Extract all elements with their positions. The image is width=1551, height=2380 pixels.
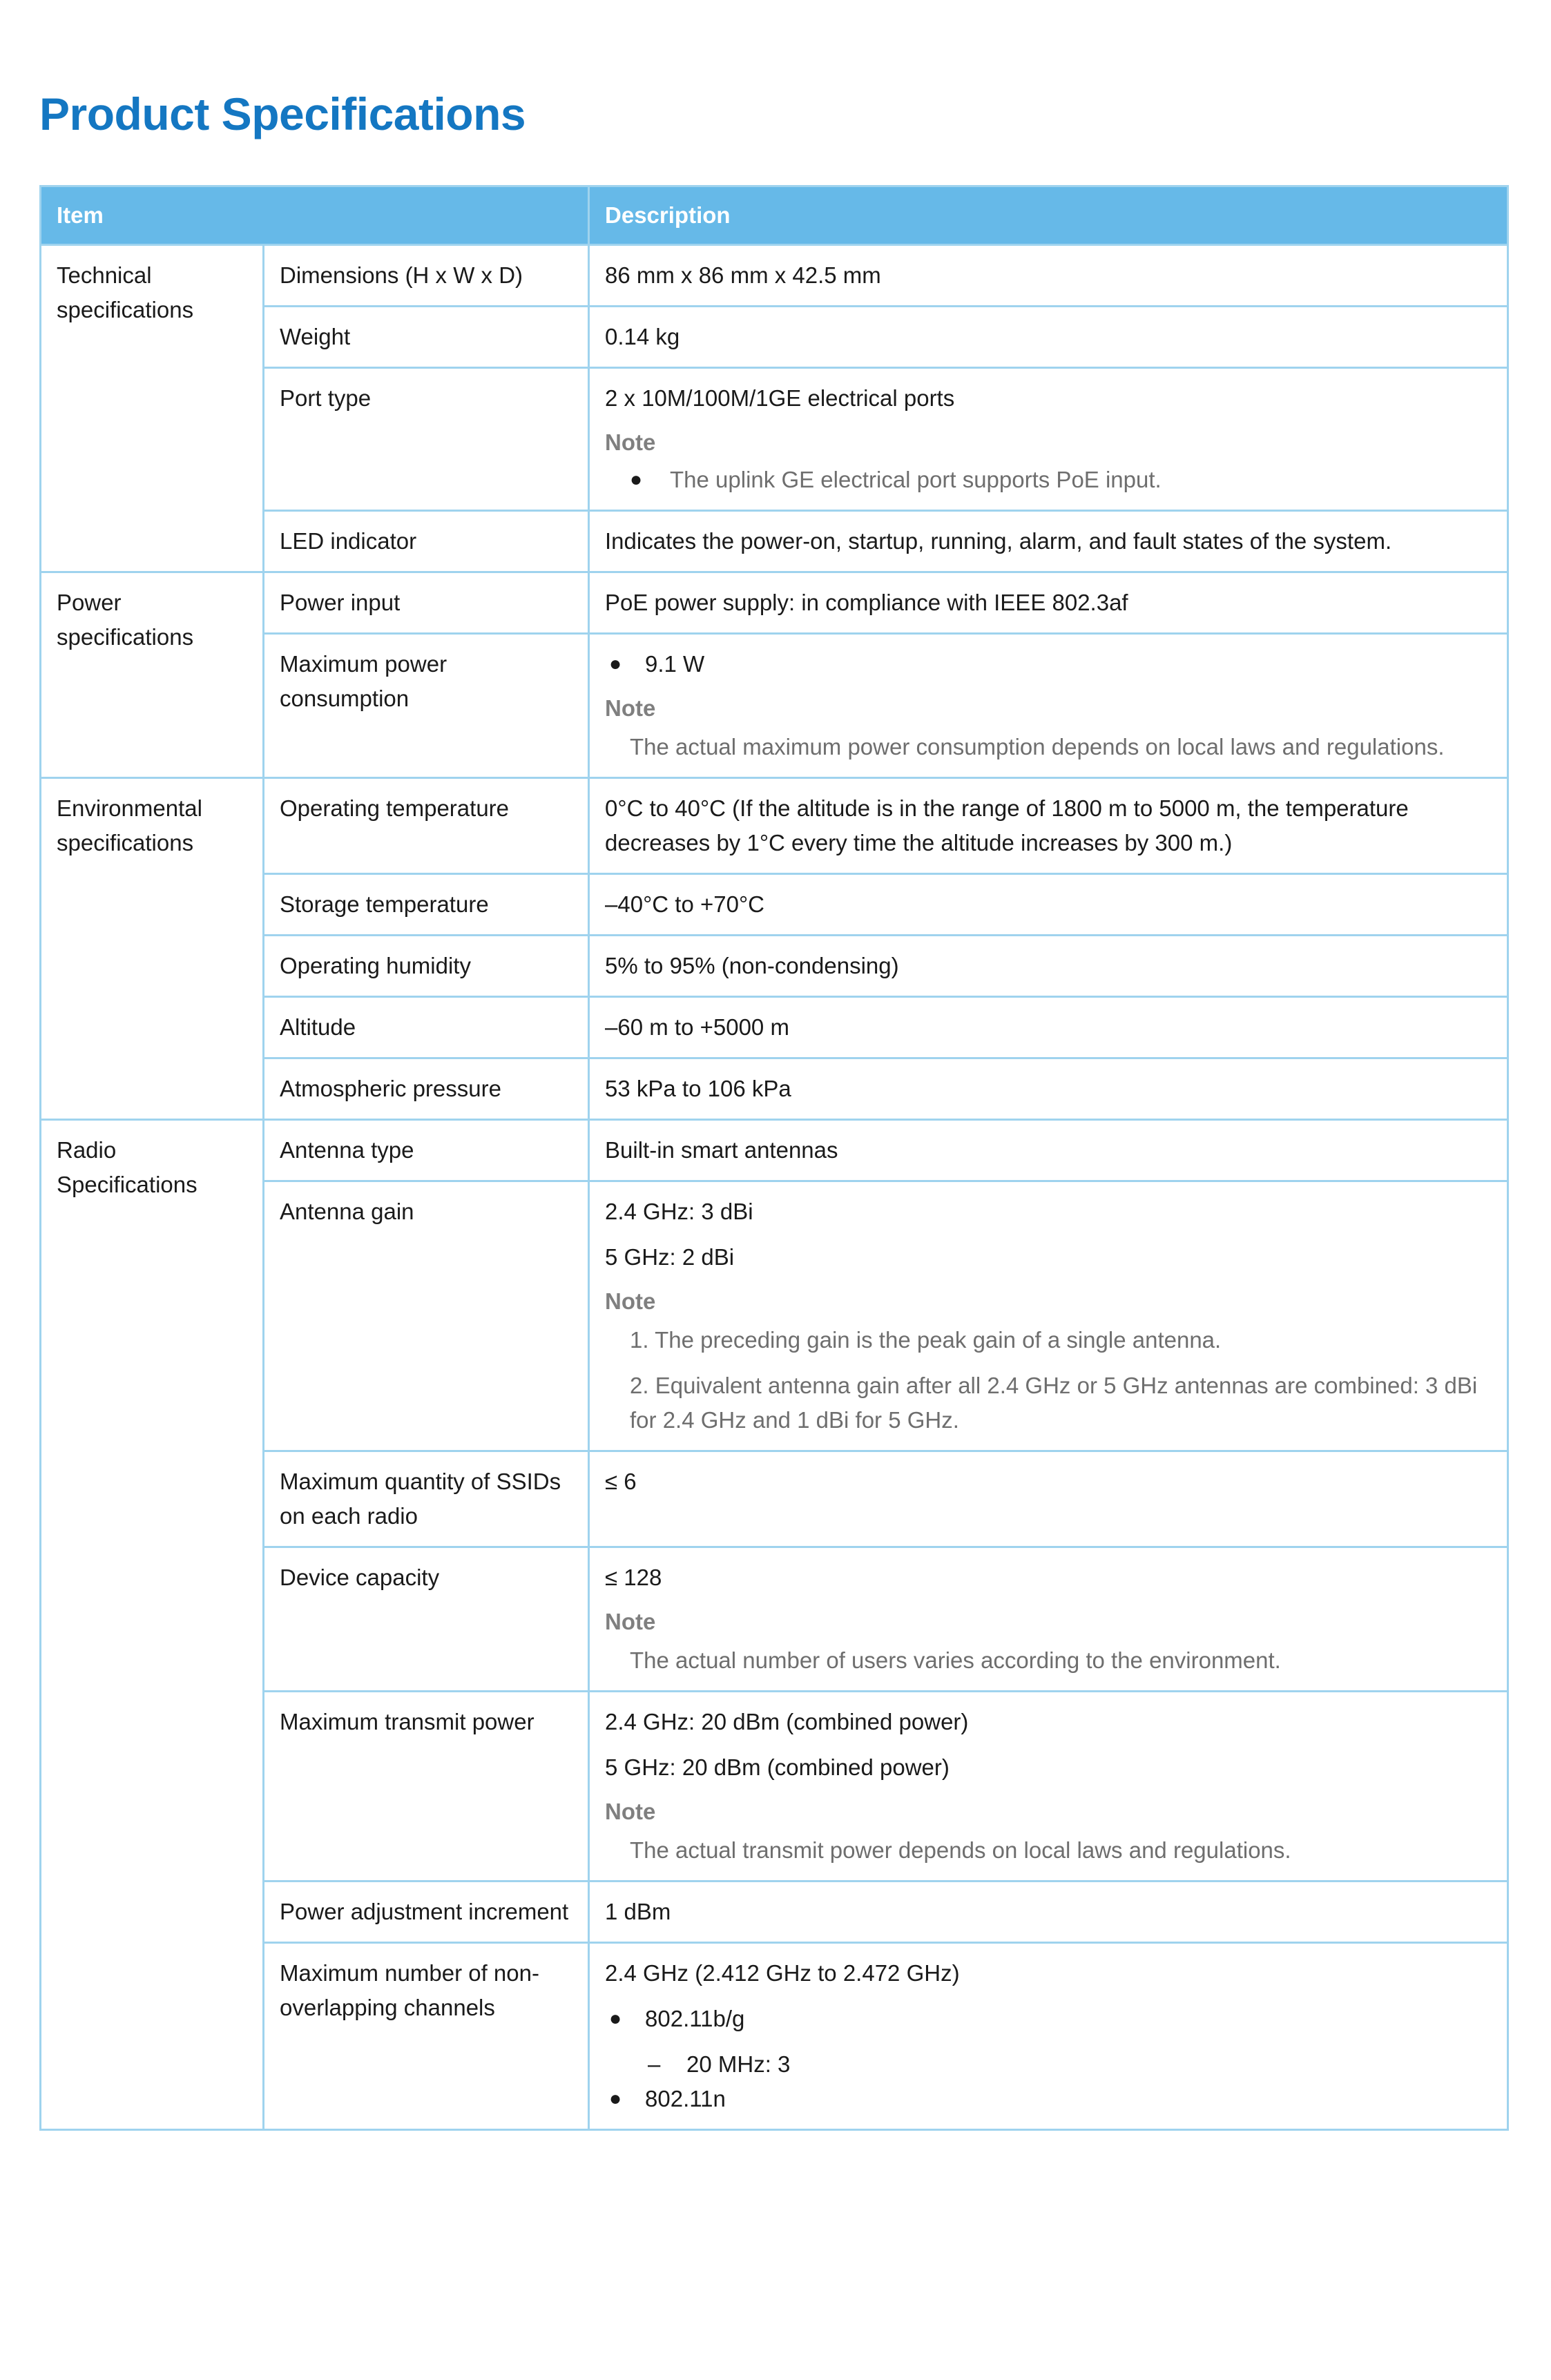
bullet-item (605, 2002, 1492, 2036)
note-item (605, 463, 1492, 497)
note-item: 2. Equivalent antenna gain after all 2.4 GHz or 5 GHz antennas are combined: 3 dBi for 2.4 GHz and 1 dBi for 5 GHz. (630, 1373, 1478, 1433)
spec-name: Power input (264, 572, 589, 634)
spec-value: Built-in smart antennas (589, 1120, 1508, 1181)
spec-value: 2.4 GHz (2.412 GHz to 2.472 GHz) (605, 1960, 960, 1986)
note-text: The uplink GE electrical port supports PoE input. (670, 467, 1162, 492)
spec-name: Weight (264, 307, 589, 368)
group-radio: Radio Specifications (41, 1120, 264, 2130)
spec-value: 2.4 GHz: 3 dBi (605, 1199, 753, 1224)
table-row (41, 245, 1508, 307)
spec-value: 2.4 GHz: 20 dBm (combined power) (605, 1709, 969, 1734)
spec-value: 9.1 W (645, 651, 705, 677)
spec-table (39, 185, 1509, 2131)
spec-value: ≤ 6 (589, 1451, 1508, 1547)
note-title: Note (605, 1609, 656, 1634)
spec-value: ≤ 128 (605, 1565, 662, 1590)
spec-value: 20 MHz: 3 (686, 2051, 791, 2077)
spec-name: Maximum transmit power (264, 1692, 589, 1881)
spec-value: 5% to 95% (non-condensing) (589, 936, 1508, 997)
spec-value: 53 kPa to 106 kPa (589, 1058, 1508, 1120)
spec-name: Maximum number of non-overlapping channels (264, 1943, 589, 2130)
spec-name: LED indicator (264, 511, 589, 572)
dash-icon: – (648, 2051, 661, 2077)
spec-name: Power adjustment increment (264, 1881, 589, 1943)
note-title: Note (605, 695, 656, 721)
spec-name: Maximum power consumption (264, 634, 589, 778)
spec-value: 5 GHz: 20 dBm (combined power) (605, 1754, 950, 1780)
note-title: Note (605, 1799, 656, 1824)
bullet-icon: ● (630, 468, 643, 491)
spec-name: Port type (264, 368, 589, 511)
bullet-item (605, 647, 1492, 681)
spec-value-cell (589, 634, 1508, 778)
spec-name: Atmospheric pressure (264, 1058, 589, 1120)
spec-value-cell (589, 1943, 1508, 2130)
spec-name: Operating humidity (264, 936, 589, 997)
spec-value-cell (589, 1181, 1508, 1451)
note-text: The actual transmit power depends on local laws and regulations. (630, 1837, 1291, 1863)
spec-value: –60 m to +5000 m (589, 997, 1508, 1058)
header-description: Description (589, 186, 1508, 245)
note-item: 1. The preceding gain is the peak gain of a single antenna. (630, 1327, 1222, 1353)
spec-name: Device capacity (264, 1547, 589, 1692)
spec-name: Antenna type (264, 1120, 589, 1181)
spec-value: 0°C to 40°C (If the altitude is in the range of 1800 m to 5000 m, the temperature decreases by 1°C every time the altitude increases by 300 m.) (589, 778, 1508, 874)
spec-name: Storage temperature (264, 874, 589, 936)
spec-value: 5 GHz: 2 dBi (605, 1244, 735, 1270)
spec-value: 86 mm x 86 mm x 42.5 mm (589, 245, 1508, 307)
spec-value: PoE power supply: in compliance with IEEE 802.3af (589, 572, 1508, 634)
table-row (41, 1120, 1508, 1181)
spec-name: Maximum quantity of SSIDs on each radio (264, 1451, 589, 1547)
spec-name: Operating temperature (264, 778, 589, 874)
spec-value: Indicates the power-on, startup, running, alarm, and fault states of the system. (589, 511, 1508, 572)
group-technical: Technical specifications (41, 245, 264, 572)
spec-value-cell (589, 1547, 1508, 1692)
spec-value: –40°C to +70°C (589, 874, 1508, 936)
note-title: Note (605, 1288, 656, 1314)
sub-item (605, 2047, 1492, 2082)
spec-value: 802.11n (645, 2086, 726, 2111)
note-text: The actual maximum power consumption depends on local laws and regulations. (630, 734, 1445, 760)
note-text: The actual number of users varies according to the environment. (630, 1647, 1281, 1673)
bullet-icon: ● (609, 2087, 622, 2110)
note-title: Note (605, 429, 656, 455)
table-row (41, 778, 1508, 874)
document-page (39, 83, 1507, 2131)
group-power: Power specifications (41, 572, 264, 778)
group-environmental: Environmental specifications (41, 778, 264, 1120)
bullet-icon: ● (609, 2007, 622, 2030)
spec-name: Dimensions (H x W x D) (264, 245, 589, 307)
page-title: Product Specifications (39, 88, 526, 139)
bullet-item (605, 2082, 1492, 2116)
header-item: Item (41, 186, 589, 245)
spec-value: 0.14 kg (589, 307, 1508, 368)
spec-value-cell (589, 1692, 1508, 1881)
spec-value-cell (589, 368, 1508, 511)
spec-value: 2 x 10M/100M/1GE electrical ports (605, 385, 955, 411)
bullet-icon: ● (609, 652, 622, 675)
table-header-row (41, 186, 1508, 245)
spec-value: 802.11b/g (645, 2006, 745, 2031)
spec-name: Altitude (264, 997, 589, 1058)
spec-name: Antenna gain (264, 1181, 589, 1451)
table-row (41, 572, 1508, 634)
spec-value: 1 dBm (589, 1881, 1508, 1943)
